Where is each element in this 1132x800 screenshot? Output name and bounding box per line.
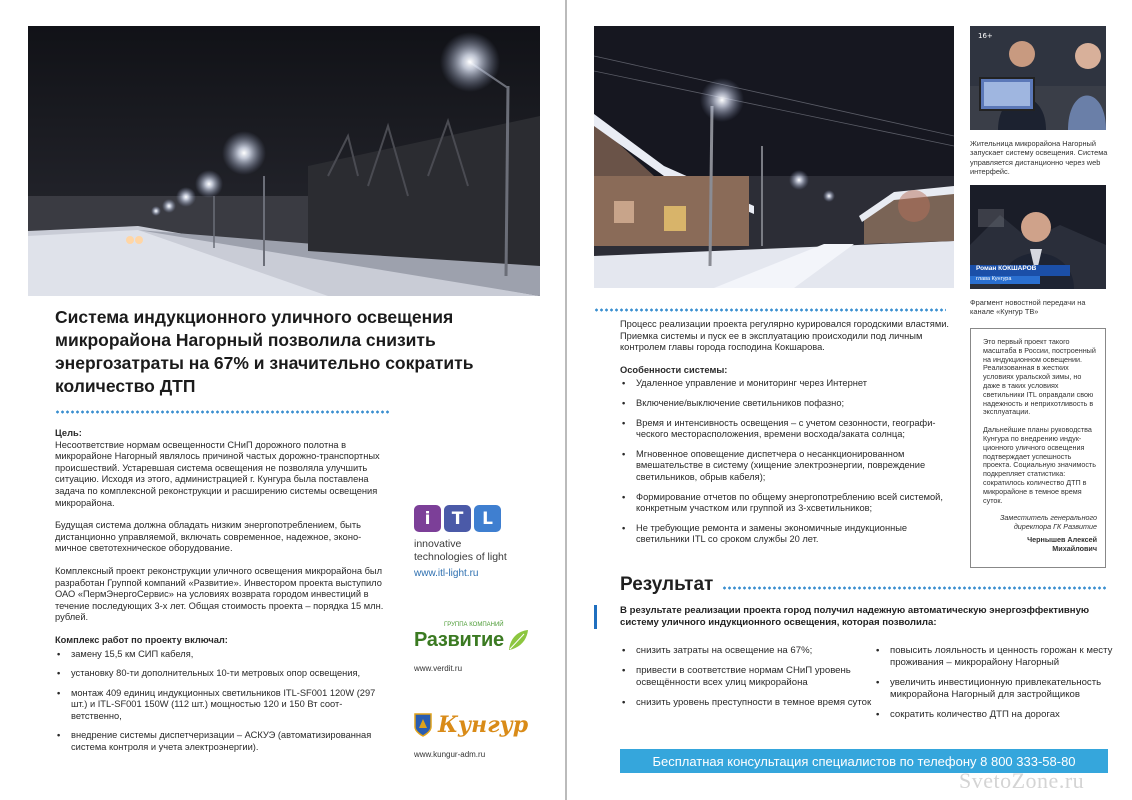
razvitie-group-label: ГРУППА КОМПАНИЙ: [444, 622, 504, 628]
kungur-coat-of-arms-icon: [414, 713, 432, 737]
tv-operator-illustration: [970, 26, 1106, 130]
leaf-icon: [506, 628, 530, 652]
results-list-right: [874, 645, 1114, 729]
result-intro: В результате реализации проекта город получил надежную автоматическую энергоэффективную систему уличного индукционного освещения, которая позволила:: [594, 605, 1104, 629]
goal-text: Несоответствие нормам освещенности СНиП дорожного полотна в микрорайоне Нагорный являлось причиной частых дорожно-транспортных происшествий. Устаревшая система освещения не позволяла улучшить ситуацию. Исходя из этого, администрацией г. Кунгура была поставлена задача по комплексной реконструкции и расширению системы освещения микрорайона.: [55, 439, 380, 508]
right-body-text: [620, 319, 955, 554]
list-item: • Не требующие ремонта и замены экономичные индукционные светильники ITL со сроком службы 20 лет.: [620, 523, 955, 546]
list-item: • Время и интенсивность освещения – с учетом сезонности, географического месторасположения, времени восхода/заката солнца;: [620, 418, 955, 441]
list-item: • монтаж 409 единиц индукционных светильников ITL-SF001 120W (297 шт.) и ITL-SF001 150W (112 шт.) мощностью 120 и 150 Вт соответственно,: [55, 688, 385, 723]
svg-text:16+: 16+: [978, 32, 993, 40]
razvitie-logo-text: Развитие: [414, 628, 504, 651]
paragraph-project: Комплексный проект реконструкции уличного освещения микрорайона был разработан Группой компаний «Развитие». Инвестором проекта выступило ОАО «ПермЭнергоСервис» на условиях возврата городом инвестиций в течение последующих 3-х лет. Общая стоимость проекта – порядка 15 млн. рублей.: [55, 565, 384, 623]
itl-letter-i: i: [414, 505, 441, 532]
result-heading: Результат: [620, 574, 714, 595]
tv-still-interview-photo: [970, 185, 1106, 289]
tv-fragment-caption: Фрагмент новостной передачи на канале «Кунгур ТВ»: [970, 298, 1086, 317]
paragraph-requirements: Будущая система должна обладать низким энергопотреблением, быть дистанционно управляемой, включать современное, надежное, экономичное светотехническое оборудование.: [55, 520, 362, 554]
list-item: • замену 15,5 км СИП кабеля,: [55, 649, 385, 661]
kungur-logo-text: Кунгур: [438, 712, 529, 738]
right-page: [567, 0, 1132, 800]
itl-letter-t: T: [444, 505, 471, 532]
itl-tagline-line2: technologies of light: [414, 551, 507, 563]
dotted-divider: [55, 410, 390, 414]
list-item: • повысить лояльность и ценность горожан к месту проживания – микрорайону Нагорный: [874, 645, 1114, 669]
list-item: • Формирование отчетов по общему энергопотреблению всей системой, конкретным участком или группой из 3-хсветильников;: [620, 492, 955, 515]
list-item: • Удаленное управление и мониторинг через Интернет: [620, 378, 955, 390]
quote-paragraph: Это первый проект такого масштаба в России, построенный на индукционном освещении. Реализованная в жестких условиях уральской зимы, но даже в таких условиях светильники ITL оправдали свою надежность и неприхотливость в эксплуатации.: [983, 337, 1096, 417]
list-item: • сократить количество ДТП на дорогах: [874, 709, 1114, 721]
dotted-divider: [594, 308, 946, 312]
snowy-village-illustration: [594, 26, 954, 288]
kungur-url-link[interactable]: www.kungur-adm.ru: [414, 750, 486, 759]
kungur-logo-block: [414, 712, 544, 759]
list-item: • Мгновенное оповещение диспетчера о несанкционированном вмешательстве в систему (хищение электроэнергии, повреждение светильников, обрыв кабеля);: [620, 449, 955, 484]
tv-interview-illustration: [970, 185, 1106, 289]
dotted-divider: [722, 586, 1107, 590]
tv-caption-name: Роман КОКШАРОВ: [976, 265, 1037, 272]
itl-url-link[interactable]: www.itl-light.ru: [414, 568, 479, 579]
night-street-photo: [28, 26, 540, 296]
itl-logo-block: [414, 505, 544, 579]
quote-signature-name: Чернышев Алексей Михайлович: [1027, 534, 1097, 553]
itl-tagline: [414, 538, 544, 564]
itl-letter-l: L: [474, 505, 501, 532]
list-item: • привести в соответствие нормам СНиП уровень освещённости всех улиц микрорайона: [620, 665, 875, 689]
goal-heading: Цель:: [55, 428, 82, 438]
quote-box: [970, 328, 1106, 568]
features-heading: Особенности системы:: [620, 364, 728, 375]
list-item: • внедрение системы диспетчеризации – АСКУЭ (автоматизированная система контроля и учета электроэнергии).: [55, 730, 385, 753]
itl-tagline-line1: innovative: [414, 538, 462, 550]
tv-caption-role: глава Кунгура: [976, 276, 1012, 282]
list-item: • установку 80-ти дополнительных 10-ти метровых опор освещения,: [55, 668, 385, 680]
tv-still-caption: Жительница микрорайона Нагорный запускает систему освещения. Система управляется дистанционно через web интерфейс.: [970, 139, 1108, 177]
razvitie-url-link[interactable]: www.verdit.ru: [414, 664, 463, 673]
supervision-intro: Процесс реализации проекта регулярно курировался городскими властями. Приемка системы и пуск ее в эксплуатацию происходили под личным контролем главы города господина Кокшарова.: [620, 319, 950, 353]
snowy-village-photo: [594, 26, 954, 288]
site-watermark: SvetoZone.ru: [959, 768, 1085, 793]
works-heading: Комплекс работ по проекту включал:: [55, 634, 228, 645]
list-item: • увеличить инвестиционную привлекательность микрорайона Нагорный для застройщиков: [874, 677, 1114, 701]
works-list: [55, 649, 385, 754]
razvitie-logo-block: [414, 622, 544, 673]
left-body-text: [55, 428, 385, 762]
list-item: • Включение/выключение светильников пофазно;: [620, 398, 955, 410]
features-list: [620, 378, 955, 546]
night-street-illustration: [28, 26, 540, 296]
list-item: • снизить уровень преступности в темное время суток: [620, 697, 875, 709]
tv-still-operator-photo: [970, 26, 1106, 130]
quote-signature-title: Заместитель генерального директора ГК Развитие: [1000, 513, 1097, 532]
article-headline: Система индукционного уличного освещения микрорайона Нагорный позволила снизить энергозатраты на 67% и значительно сократить количество ДТП: [55, 307, 474, 396]
results-list-left: [620, 645, 875, 717]
quote-paragraph: Дальнейшие планы руководства Кунгура по внедрению индукционного уличного освещения подтверждает успешность проекта. Социальную значимость подкрепляет статистика: сократилось количество ДТП в микрорайоне в темное время суток.: [983, 425, 1096, 505]
itl-logo: [414, 505, 544, 532]
consultation-banner[interactable]: Бесплатная консультация специалистов по телефону 8 800 333-58-80: [620, 749, 1108, 773]
list-item: • снизить затраты на освещение на 67%;: [620, 645, 875, 657]
